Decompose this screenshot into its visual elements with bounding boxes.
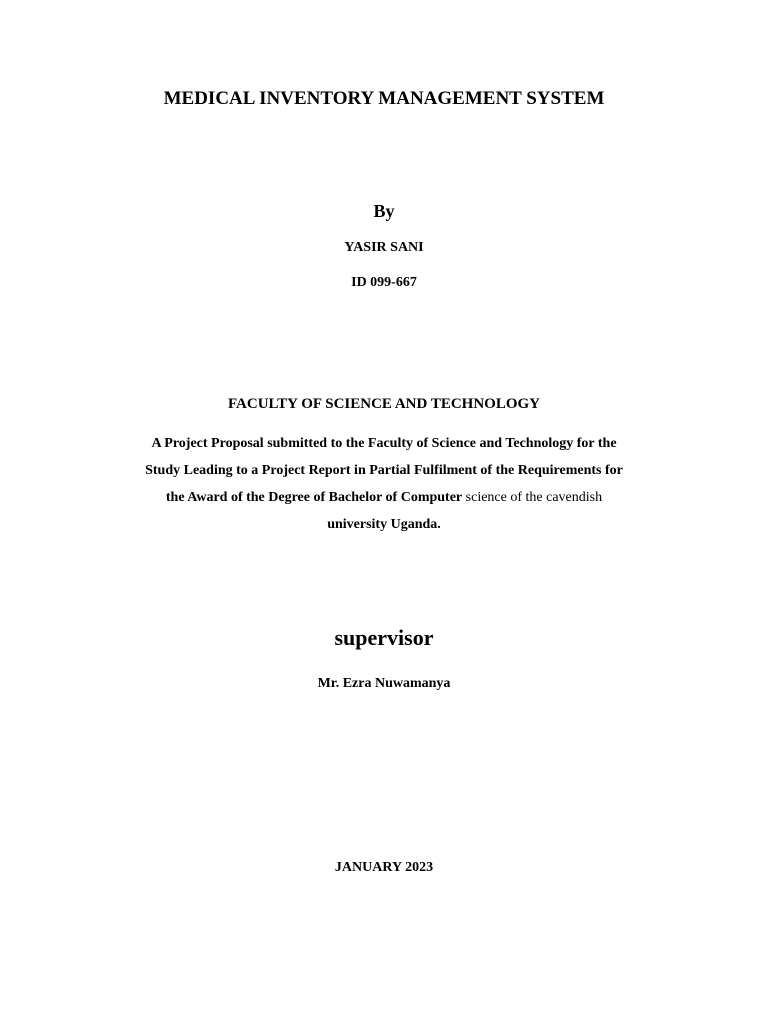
proposal-line-bold-part: the Award of the Degree of Bachelor of Computer xyxy=(165,490,463,505)
proposal-line: A Project Proposal submitted to the Faculty of Science and Technology for the xyxy=(151,436,617,451)
supervisor-heading: supervisor xyxy=(334,625,434,650)
supervisor-name: Mr. Ezra Nuwamanya xyxy=(317,676,451,691)
proposal-line-regular-part: science of the cavendish xyxy=(462,490,603,505)
author-name: YASIR SANI xyxy=(344,240,424,255)
proposal-line: university Uganda. xyxy=(327,517,441,532)
faculty-heading: FACULTY OF SCIENCE AND TECHNOLOGY xyxy=(228,396,540,412)
proposal-line: Study Leading to a Project Report in Partial Fulfilment of the Requirements for xyxy=(145,463,623,478)
by-label: By xyxy=(373,201,395,221)
proposal-line xyxy=(70,484,698,511)
proposal-statement xyxy=(70,430,698,538)
document-title: MEDICAL INVENTORY MANAGEMENT SYSTEM xyxy=(163,88,605,109)
submission-date: JANUARY 2023 xyxy=(334,860,434,875)
student-id: ID 099-667 xyxy=(351,275,417,290)
